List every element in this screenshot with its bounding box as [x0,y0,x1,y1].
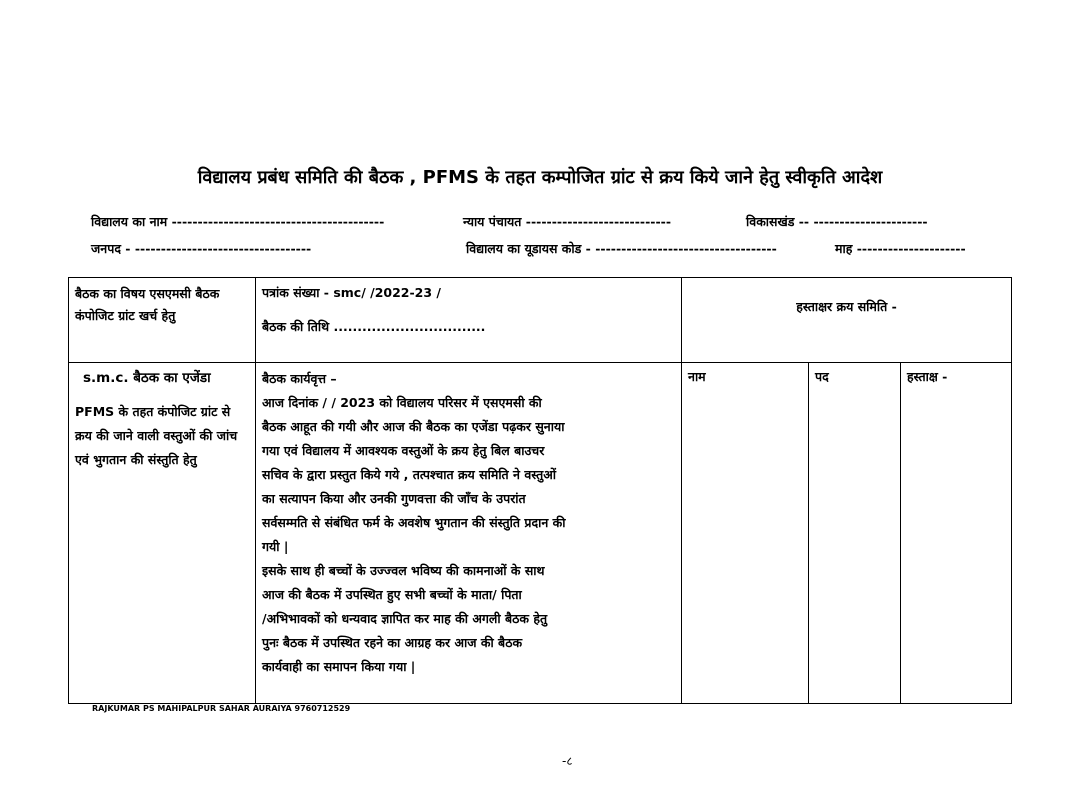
agenda-cell [69,363,256,704]
meeting-date: बैठक की तिथि ................................ [262,319,486,334]
committee-signature-label: हस्ताक्षर क्रय समिति - [796,299,897,314]
pad-column [809,363,901,704]
minutes-line: बैठक आहूत की गयी और आज की बैठक का एजेंडा पढ़कर सुनाया [262,419,565,434]
agenda-text: PFMS के तहत कंपोजिट ग्रांट से क्रय की जाने वाली वस्तुओं की जांच एवं भुगतान की संस्तुति हेतु [75,404,238,467]
minutes-cell [256,363,682,704]
patrank-number: पत्रांक संख्या - smc/ /2022-23 / [262,285,441,300]
agenda-heading: s.m.c. बैठक का एजेंडा [83,370,211,386]
school-name-field: विद्यालय का नाम ----------------------------------------- [91,214,385,229]
name-column [682,363,809,704]
patrank-cell [256,278,682,363]
minutes-line: का सत्यापन किया और उनकी गुणवत्ता की जाँच के उपरांत [262,491,526,506]
vikas-khand-field: विकासखंड -- ---------------------- [746,214,928,229]
minutes-heading: बैठक कार्यवृत्त – [262,371,337,386]
document-title: विद्यालय प्रबंध समिति की बैठक , PFMS के तहत कम्पोजित ग्रांट से क्रय किये जाने हेतु स्वीकृति आदेश [197,167,883,188]
sign-header: हस्ताक्ष - [907,369,948,384]
minutes-line: सचिव के द्वारा प्रस्तुत किये गये , तत्पश्चात क्रय समिति ने वस्तुओं [262,467,557,482]
minutes-line: गयी | [262,539,289,554]
sign-column [901,363,1012,704]
subject-cell [69,278,256,363]
minutes-line: इसके साथ ही बच्चों के उज्ज्वल भविष्य की कामनाओं के साथ [262,563,545,578]
udise-code-field: विद्यालय का यूडायस कोड - ----------------------------------- [466,241,777,256]
minutes-line: गया एवं विद्यालय में आवश्यक वस्तुओं के क्रय हेतु बिल बाउचर [262,443,545,458]
meeting-table [68,277,1012,704]
minutes-text [262,391,675,679]
minutes-line: आज दिनांक / / 2023 को विद्यालय परिसर में एसएमसी की [262,395,542,410]
meeting-subject: बैठक का विषय एसएमसी बैठक कंपोजिट ग्रांट खर्च हेतु [75,286,220,323]
committee-signature-cell [682,278,1012,363]
janpad-field: जनपद - ---------------------------------- [91,241,312,256]
minutes-line: पुनः बैठक में उपस्थित रहने का आग्रह कर आज की बैठक [262,635,523,650]
minutes-line: सर्वसम्मति से संबंधित फर्म के अवशेष भुगतान की संस्तुति प्रदान की [262,515,566,530]
minutes-line: /अभिभावकों को धन्यवाद ज्ञापित कर माह की अगली बैठक हेतु [262,611,548,626]
nyay-panchayat-field: न्याय पंचायत ---------------------------- [463,214,672,229]
minutes-line: आज की बैठक में उपस्थित हुए सभी बच्चों के माता/ पिता [262,587,522,602]
page-number: -८ [562,754,573,768]
maah-field: माह --------------------- [835,241,966,256]
pad-header: पद [815,369,829,384]
footer-credit: RAJKUMAR PS MAHIPALPUR SAHAR AURAIYA 9760712529 [92,704,351,713]
minutes-line: कार्यवाही का समापन किया गया | [262,659,416,674]
name-header: नाम [688,369,706,384]
